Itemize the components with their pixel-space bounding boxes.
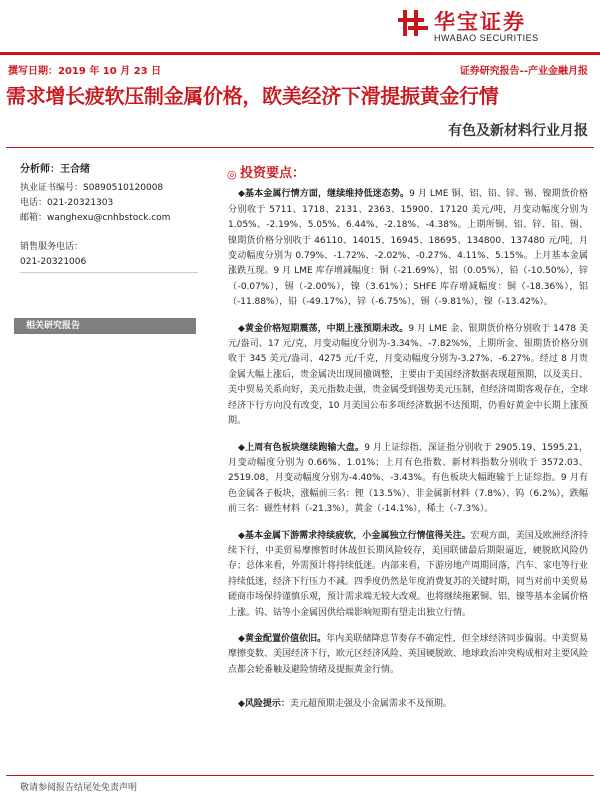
- point-paragraph: [228, 697, 588, 712]
- point-lead: ◆基本金属行情方面，继续维持低迷态势。: [238, 189, 410, 200]
- point-lead: ◆基本金属下游需求持续疲软，小金属独立行情值得关注。: [238, 530, 471, 541]
- header-rule: [0, 52, 600, 55]
- point-paragraph: [228, 632, 588, 678]
- point-body: 美元超预期走强及小金属需求不及预期。: [289, 699, 452, 710]
- analyst-email: 邮箱：wanghexu@cnhbstock.com: [20, 213, 171, 223]
- sales-phone: 021-20321006: [20, 257, 87, 267]
- sales-label: 销售服务电话：: [20, 242, 84, 252]
- title-rule: [6, 147, 594, 148]
- sidebar-divider: [20, 272, 198, 273]
- point-body: 宏观方面，美国及欧洲经济持续下行，中美贸易摩擦暂时休战但长期风险较存，美国联储最后期限逼近，硬脱欧风险仍存；总体来看，外需预计将持续低迷。内部来看，下游房地产周期回落，汽车、家电等行业持续低迷，经济下行压力不减。四季度仍然是年度消费复苏的关键时期，同当对前中美贸易磋商市场保持谨慎乐观，预计需求端无较大改观。也将继续拖累铜、铝、镍等基本金属价格上涨。钨、钴等小金属因供给端影响短期有望走出独立行情。: [228, 530, 589, 618]
- disclaimer-note: 敬请参阅报告结尾处免责声明: [20, 783, 138, 793]
- point-paragraph: [228, 441, 588, 518]
- analyst-sidebar: [20, 160, 198, 273]
- target-icon: ◎: [227, 168, 237, 181]
- hwabao-logo-icon: [398, 8, 428, 38]
- point-body: 年内美联储降息节奏存不确定性，但全球经济同步偏弱。中美贸易摩擦变数、美国经济下行，欧元区经济风险、英国硬脱欧、地球政治冲突构成相对主要风险点都会轮番触及避险情绪及提振黄金行情。: [228, 633, 589, 675]
- page-subtitle: 有色及新材料行业月报: [448, 123, 588, 139]
- point-paragraph: [228, 529, 588, 621]
- point-body: 9 月 LME 铜、铝、铅、锌、锡、镍期货价格分别收于 5711、1718、2131、2363、15900、17120 美元/吨，月变动幅度分别为 1.05%、-2.19%、5.05%、6.44%、-2.18%、-4.38%。上期所铜、铝、锌、铅、锡、镍期货价格分别收于 46110、14015、16945、18695、134800、137480 元/吨，月变动幅度分别为 0.79%、-1.72%、-2.02%、-0.27%、4.11%、5.15%。上月基本金属涨跌互现。9 月 LME 库存增减幅度：铜（-21.69%），铝（0.05%），铅（-10.50%），锌（-0.07%），锡（-2.00%），镍（3.61%）；SHFE 库存增减幅度：铜（-18.36%），铝（-11.88%），铅（-49.17%），锌（-6.75%），锡（-9.81%），镍（-13.42%）。: [228, 189, 588, 308]
- report-category: 证券研究报告--产业金融月报: [459, 66, 588, 77]
- points-heading-text: 投资要点：: [240, 166, 306, 181]
- footer-rule: [6, 775, 594, 776]
- company-logo: [398, 6, 588, 46]
- point-paragraph: [228, 187, 588, 310]
- related-reports-header: 相关研究报告: [14, 318, 196, 334]
- point-body: 9 月 LME 金、银期货价格分别收于 1478 美元/盎司、17 元/克，月变动幅度分别为-3.34%、-7.82%%，上期所金、银期货价格分别收于 345 美元/盎司、4275 元/千克，月变动幅度分别为-3.27%、-6.27%。经过 8 月贵金属大幅上涨后，贵金属决出现回撤调整，主要由于美国经济数据表现超预期，以及美日、美中贸易关系向好，美元指数走强，贵金属受到强势美元压制，但经济周期客观存在，全球经济下行方向没有改变，10 月美国公布多项经济数据不达预期，仍看好黄金中长期上涨预期。: [228, 323, 589, 427]
- point-lead: ◆黄金配置价值依旧。: [238, 633, 327, 644]
- analyst-license: 执业证书编号：S0890510120008: [20, 183, 164, 193]
- point-lead: ◆风险提示：: [238, 699, 290, 710]
- page-title: 需求增长疲软压制金属价格，欧美经济下滑提振黄金行情: [6, 84, 499, 108]
- report-date: 撰写日期：2019 年 10 月 23 日: [8, 66, 162, 77]
- analyst-phone: 电话：021-20321303: [20, 198, 114, 208]
- point-lead: ◆上周有色板块继续跑输大盘。: [238, 442, 365, 453]
- brand-name-cn: 华宝证券: [434, 10, 526, 34]
- investment-points: [228, 166, 588, 713]
- brand-name-en: HWABAO SECURITIES: [434, 33, 539, 43]
- point-paragraph: [228, 322, 588, 430]
- point-body: 9 月上证综指、深证指分别收于 2905.19、1595.21，月变动幅度分别为 0.66%、1.01%；上月有色指数、新材料指数分别收于 3572.03、2519.08，月变动幅度分别为-4.40%、-3.43%。有色板块大幅跑输于上证综指。9 月有色金属各子板块，涨幅前三名：锂（13.5%）、非金属新材料（7.8%）、钨（6.2%），跌幅前三名：磁性材料（-21.3%），黄金（-14.1%），稀土（-7.3%）。: [228, 442, 588, 515]
- analyst-name: 分析师：王合绪: [20, 164, 90, 175]
- point-lead: ◆黄金价格短期震荡，中期上涨预期未改。: [238, 323, 409, 334]
- points-heading: [227, 166, 588, 181]
